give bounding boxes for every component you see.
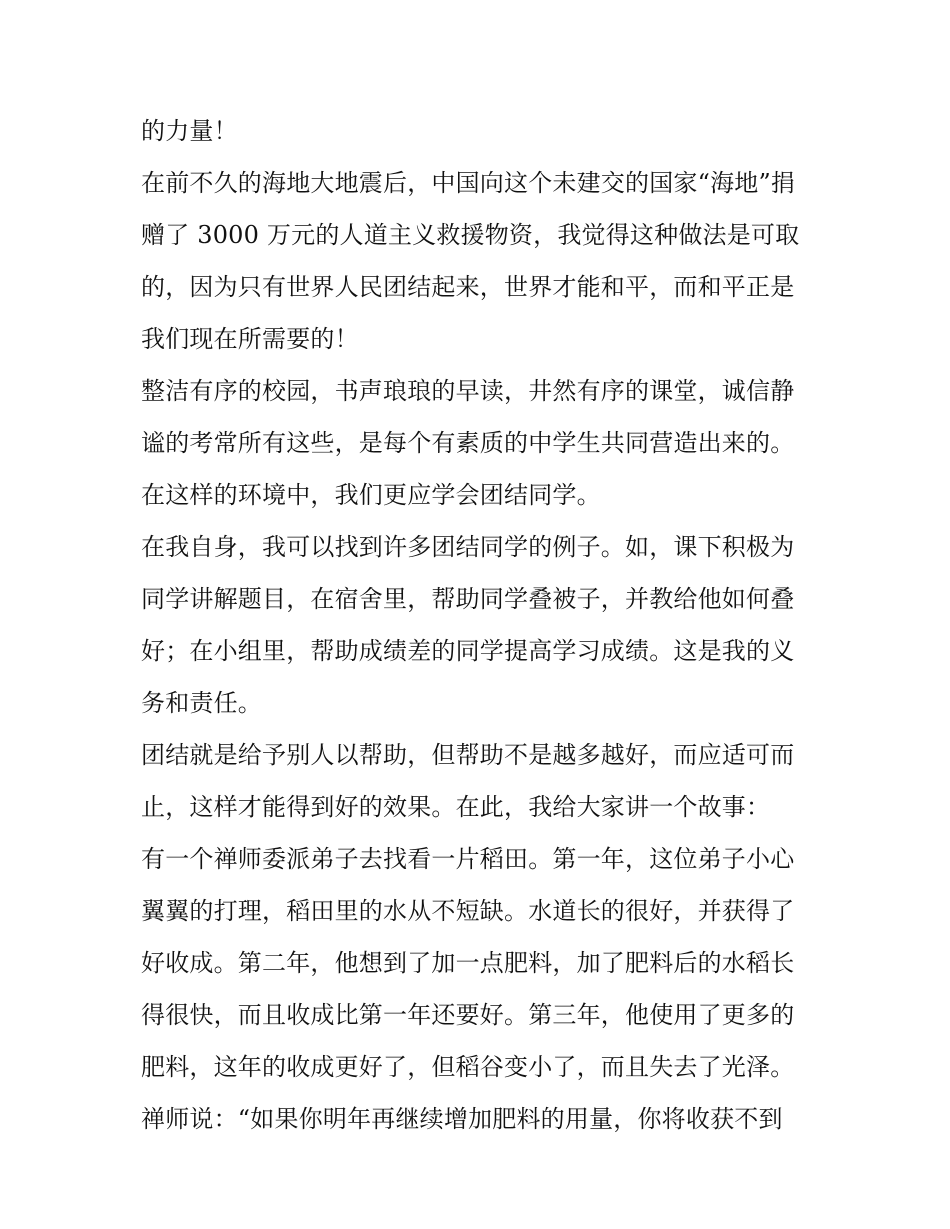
text-line: 的，因为只有世界人民团结起来，世界才能和平，而和平正是	[141, 273, 795, 301]
document-body	[141, 105, 821, 1145]
text-line: 在前不久的海地大地震后，中国向这个未建交的国家“海地”捐	[141, 169, 796, 197]
text-line: 赠了 3000 万元的人道主义救援物资，我觉得这种做法是可取	[141, 221, 800, 249]
text-line: 好；在小组里，帮助成绩差的同学提高学习成绩。这是我的义	[141, 637, 795, 665]
text-line: 在这样的环境中，我们更应学会团结同学。	[141, 481, 601, 509]
text-line: 好收成。第二年，他想到了加一点肥料，加了肥料后的水稻长	[141, 949, 795, 977]
text-line: 团结就是给予别人以帮助，但帮助不是越多越好，而应适可而	[141, 741, 795, 769]
text-line: 整洁有序的校园，书声琅琅的早读，井然有序的课堂，诚信静	[141, 377, 795, 405]
text-line: 同学讲解题目，在宿舍里，帮助同学叠被子，并教给他如何叠	[141, 585, 795, 613]
text-line: 得很快，而且收成比第一年还要好。第三年，他使用了更多的	[141, 1001, 795, 1029]
text-line: 止，这样才能得到好的效果。在此，我给大家讲一个故事：	[141, 793, 771, 821]
text-line: 谧的考常所有这些，是每个有素质的中学生共同营造出来的。	[141, 429, 795, 457]
text-line: 有一个禅师委派弟子去找看一片稻田。第一年，这位弟子小心	[141, 845, 795, 873]
text-line: 我们现在所需要的！	[141, 325, 359, 353]
text-line: 在我自身，我可以找到许多团结同学的例子。如，课下积极为	[141, 533, 795, 561]
text-line: 的力量！	[141, 117, 238, 145]
text-line: 翼翼的打理，稻田里的水从不短缺。水道长的很好，并获得了	[141, 897, 795, 925]
text-line: 禅师说：“如果你明年再继续增加肥料的用量，你将收获不到	[141, 1105, 783, 1133]
text-line: 务和责任。	[141, 689, 262, 717]
text-line: 肥料，这年的收成更好了，但稻谷变小了，而且失去了光泽。	[141, 1053, 795, 1081]
